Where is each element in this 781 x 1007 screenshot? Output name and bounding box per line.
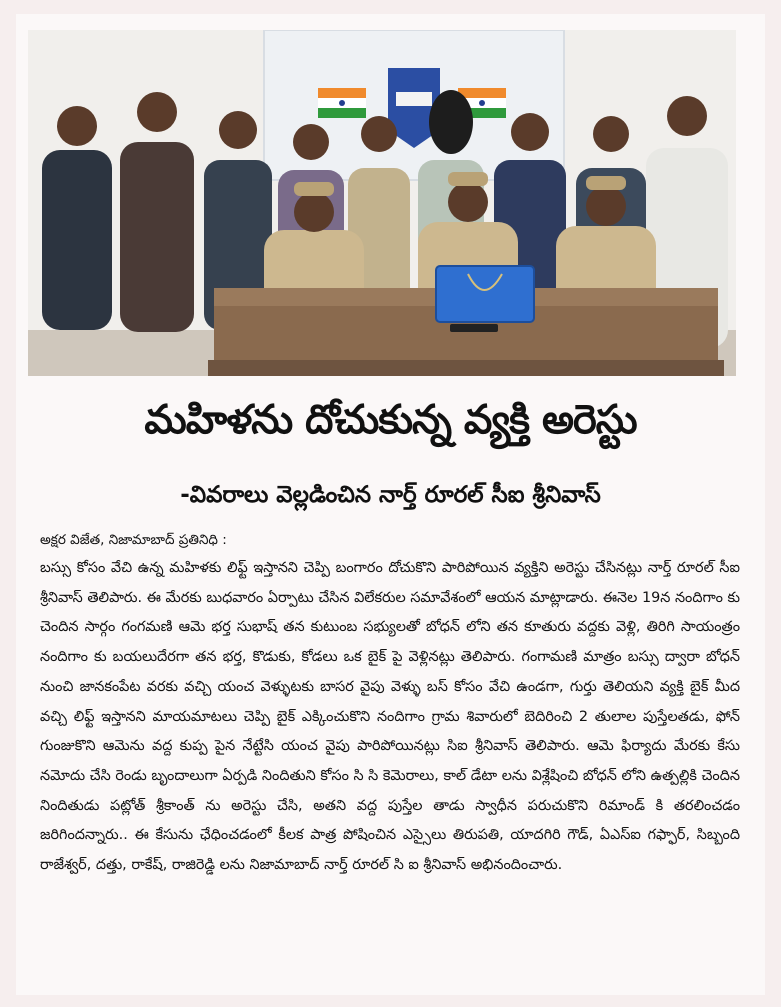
newspaper-clipping xyxy=(16,14,765,995)
press-meet-photo xyxy=(28,30,736,376)
photo-illustration xyxy=(28,30,736,376)
article-body: బస్సు కోసం వేచి ఉన్న మహిళకు లిఫ్ట్ ఇస్తానని చెప్పి బంగారం దోచుకొని పారిపోయిన వ్యక్తిని అరెస్టు చేసినట్లు నార్త్ రూరల్ సీఐ శ్రీనివాస్ తెలిపారు. ఈ మేరకు బుధవారం ఏర్పాటు చేసిన విలేకరుల సమావేశంలో ఆయన మాట్లాడారు. ఈనెల 19న నందిగాం కు చెందిన సార్గం గంగమణి ఆమె భర్త సుభాష్ తన కుటుంబ సభ్యులతో బోధన్ లోని తన కూతురు వద్దకు వెళ్లి, తిరిగి సాయంత్రం నందిగాం కు బయలుదేరగా తన భర్త, కొడుకు, కోడలు ఒక బైక్ పై వెళ్లినట్లు తెలిపారు. గంగామణి మాత్రం బస్సు ద్వారా బోధన్ నుంచి జానకంపేట వరకు వచ్చి యంచ వెళ్ళుటకు బాసర వైపు వెళ్ళు బస్ కోసం వేచి ఉండగా, గుర్తు తెలియని వ్యక్తి బైక్ మీద వచ్చి లిఫ్ట్ ఇస్తానని మాయమాటలు చెప్పి బైక్ ఎక్కించుకొని నందిగాం గ్రామ శివారులో బెదిరించి 2 తులాల పుస్తేలతడు, ఫోన్ గుంజుకొని ఆమెను వద్ద కుప్ప పైన నేట్టేసి యంచ వైపు పారిపోయినట్లు సిఐ శ్రీనివాస్ తెలిపారు. ఆమె ఫిర్యాదు మేరకు కేసు నమోదు చేసి రెండు బృందాలుగా ఏర్పడి నిందితుని కోసం సి సి కెమెరాలు, కాల్ డేటా లను విశ్లేషించి బోధన్ లోని ఉత్పల్లికి చెందిన నిందితుడు పట్లోత్ శ్రీకాంత్ ను అరెస్టు చేసి, అతని వద్ద పుస్తేల తాడు స్వాధీన పరుచుకొని రిమాండ్ కి తరలించడం జరిగిందన్నారు.. ఈ కేసును ఛేధించడంలో కీలక పాత్ర పోషించిన ఎస్సైలు తిరుపతి, యాదగిరి గౌడ్, ఏఎస్ఐ గఫ్ఫార్, సిబ్బంది రాజేశ్వర్, దత్తు, రాకేష్, రాజిరెడ్డి లను నిజామాబాద్ నార్త్ రూరల్ సి ఐ శ్రీనివాస్ అభినందించారు. xyxy=(40,560,740,874)
byline: అక్షర విజేత, నిజామాబాద్ ప్రతినిధి : xyxy=(40,532,227,548)
subheadline: -వివరాలు వెల్లడించిన నార్త్ రూరల్ సీఐ శ్రీనివాస్ xyxy=(180,482,601,508)
headline: మహిళను దోచుకున్న వ్యక్తి అరెస్టు xyxy=(144,397,637,443)
